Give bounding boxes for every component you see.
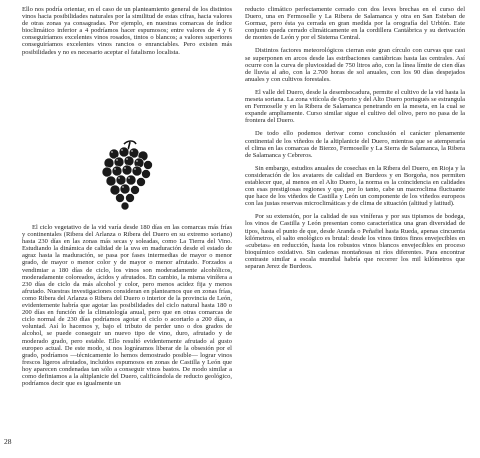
left-column-top [22, 6, 232, 56]
paragraph: El valle del Duero, desde la desembocadura, permite el cultivo de la vid hasta la meseta soriana. La zona vitícola de Oporto y del Alto Duero portugués se estrangula en Fermoselle y en la Ribera de Salamanca penetrando en la meseta, en la cual se expande ampliamente. Curso similar sigue el cultivo del olivo, pero no pasa de la frontera del Duero. [245, 88, 465, 125]
paragraph: reducto climático perfectamente cerrado con dos leves brechas en el curso del Duero, una en Fermoselle y La Ribera de Salamanca y otra en San Esteban de Gormaz, pero ésta ya cerrada en gran medida por la orografía del Urbión. Este conjunto queda cerrado climáticamente en la cordillera Cantábrica y su derivación de montes de León y por el Sistema Central. [245, 6, 465, 42]
paragraph: El ciclo vegetativo de la vid varía desde 180 días en las comarcas más frías y continentales (Ribera del Arlanza o Ribera del Duero en su extremo soriano) hasta 230 días en las zonas más secas y soleadas, como La Tierra del Vino. Estudiando la dinámica de calidad de la uva en maduración desde el estado de agraz hasta la maduración, se pasa por fases intermedias de mayor o menor grado, de mayor o menor color y de mayor o menor afrutado. Forzados a vendimiar a 180 días de ciclo, los vinos son moderadamente alcohólicos, moderadamente coloreados, ácidos y afrutados. En cambio, la misma vinífera a 230 días de ciclo da más alcohol y color, pero menos acidez fija y menos afrutado. Nuestras investigaciones consideran en plantearnos que en zonas frías, como Ribera del Arlanza o Ribera del Duero o interior de la provincia de León, evidentemente habría que agotar las posibilidades del ciclo natural hasta 180 o 200 días en función de la climatología anual, pero que en otras comarcas de ciclo normal de 230 días podríamos agotar el ciclo o acortarlo a 200 días, a voluntad. Así lo hacemos y, bajo el tributo de perder uno o dos grados de alcohol, se puede conseguir un nuevo tipo de vino, duro, afrutado y de moderado grado, pero estable. Ello resultó evidentemente afrutado al gusto europeo actual. De este modo, si nos lográramos liberar de la obsesión por el grado, podríamos —técnicamente lo hemos demostrado posible— lograr vinos frescos ligeros afrutados, incluidos espumosos en zonas de Castilla y León que hoy aparecen condenadas tan sólo a conseguir vinos bastos. De modo similar a como definiamos a la altiplanicie del Duero, calificándola de reducto geológico, podríamos decir que es igualmente un [22, 224, 232, 388]
paragraph: De todo ello podemos derivar como conclusión el carácter plenamente continental de los viñedos de la altiplanicie del Duero, mientras que se atemperaría el clima en las comarcas de Bierzo, Fermoselle y La Sierra de Salamanca, la Ribera de Salamanca y Cebreros. [245, 130, 465, 159]
paragraph: Por su extensión, por la calidad de sus viníferas y por sus tipismos de bodega, los vinos de Castilla y León presentan como característica una gran diversidad de tipos, hasta el punto de que, desde Aranda o Peñafiel hasta Rueda, apenas cincuenta kilómetros, el salto enológico es brutal: desde los vinos tintos finos envejecibles en «cubetas» en reducción, hasta los robustos vinos blancos envejecibles en proceso bioquímico oxidativo. Sin cadenas montañosas ni ríos diferentes. Para encontrar contraste similar a escala mundial habría que recorrer los mil kilómetros que separan Jerez de Burdeos. [245, 213, 465, 270]
left-column-bottom [22, 224, 232, 387]
right-column [245, 6, 465, 270]
grape-cluster-icon [94, 138, 158, 218]
paragraph: Sin embargo, estudios anuales de cosechas en la Ribera del Duero, en Rioja y la consideración de los avatares de calidad en Burdeos y en Borgoña, nos permiten establecer que, al menos en el Alto Duero, la norma es la coincidencia en calidades con esas prestigiosas regiones y que, por lo tanto, cabe un macroclima fluctuante que hace de los viñedos de Castilla y León un componente de los viñedos europeos con las justas reservas microclimáticas y de clima de situación (altitud y latitud). [245, 164, 465, 208]
paragraph: Distintos factores meteorológicos cierran este gran círculo con curvas que casi se superponen en arcos desde las estribaciones cantábricas hasta las centrales. Así ocurre con la curva de pluviosidad de 750 litros año, con la línea límite de cien días de lluvia al año, con la 2.700 horas de sol anuales, con los 90 días despejados anuales y con cultivos forestales. [245, 47, 465, 83]
paragraph: Ello nos podría orientar, en el caso de un planteamiento general de los distintos vinos hacia posibilidades naturales por la similitud de estas cifras, hacia valores de otras zonas ya consagradas. Por ejemplo, en nuestras comarcas de índice bioclimático inferior a 4 podríamos hacer espumosos; entre valores de 4 y 6 conseguiríamos excelentes vinos rosados, tintos o blancos; a valores superiores conseguiríamos excelentes vinos rancios o enranciables. Pero existen más posibilidades y no es necesario aceptar el fatalismo localista. [22, 6, 232, 56]
page-number: 28 [4, 437, 12, 446]
